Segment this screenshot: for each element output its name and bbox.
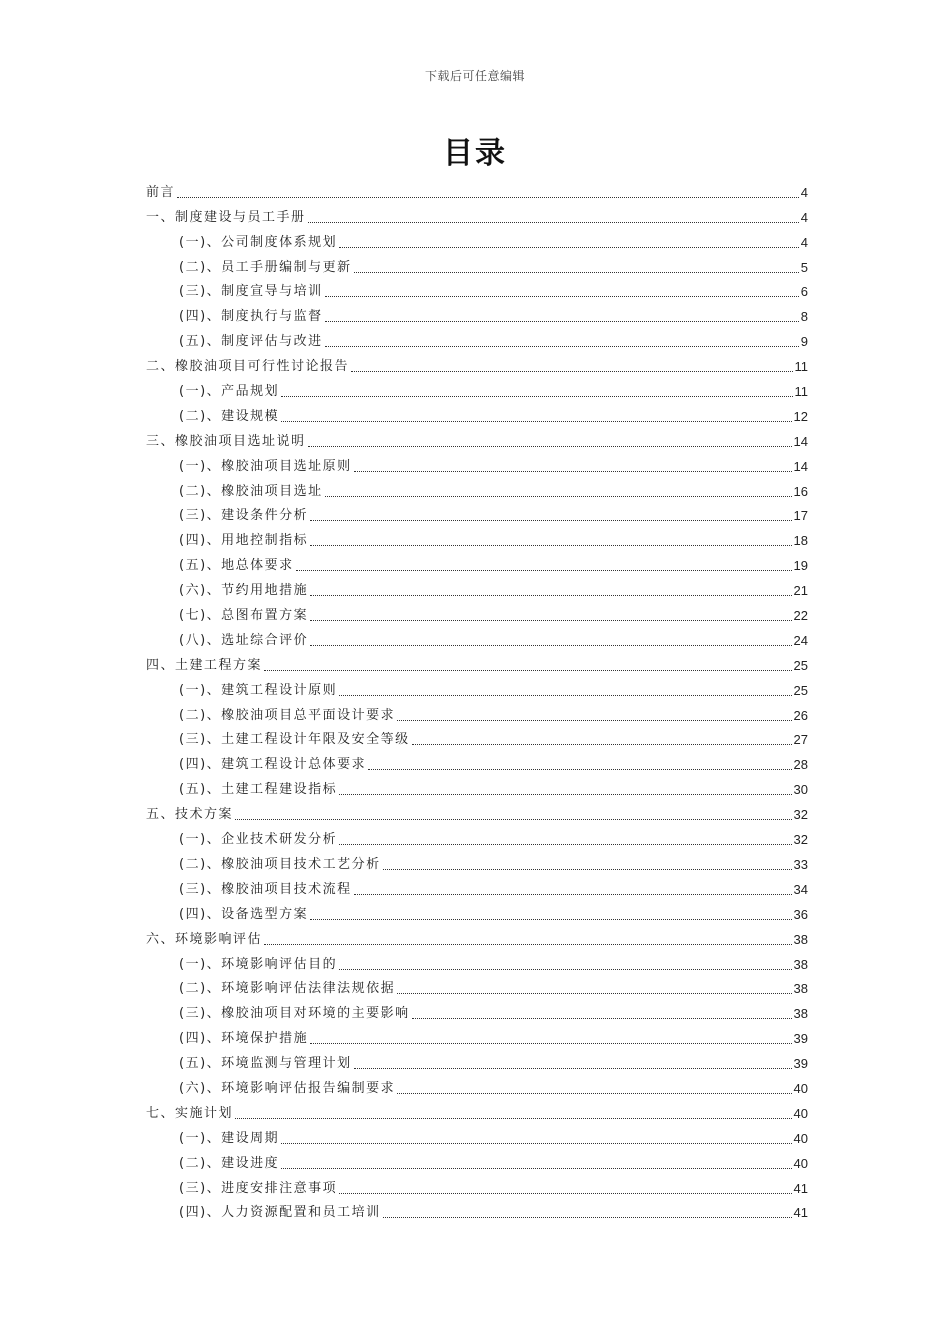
toc-entry[interactable] — [146, 351, 808, 376]
toc-entry-page-number: 5 — [800, 259, 808, 275]
toc-entry-page-number: 38 — [793, 956, 808, 972]
toc-entry[interactable] — [146, 550, 808, 575]
toc-entry-page-number: 19 — [793, 558, 808, 574]
toc-entry-page-number: 40 — [793, 1105, 808, 1121]
toc-entry-label: (一)、公司制度体系规划 — [179, 234, 338, 250]
toc-entry-page-number: 38 — [793, 981, 808, 997]
toc-entry[interactable] — [146, 1173, 808, 1198]
toc-entry[interactable] — [146, 625, 808, 650]
toc-entry-page-number: 4 — [800, 209, 808, 225]
toc-dot-leader — [281, 396, 792, 397]
toc-entry-page-number: 24 — [793, 632, 808, 648]
toc-entry[interactable] — [146, 998, 808, 1023]
toc-dot-leader — [310, 545, 791, 546]
toc-entry-page-number: 32 — [793, 807, 808, 823]
toc-entry[interactable] — [146, 749, 808, 774]
toc-entry-page-number: 34 — [793, 881, 808, 897]
toc-entry-label: 六、环境影响评估 — [146, 931, 263, 947]
toc-entry-page-number: 18 — [793, 533, 808, 549]
toc-dot-leader — [310, 620, 791, 621]
toc-entry[interactable] — [146, 376, 808, 401]
toc-entry-label: (四)、制度执行与监督 — [179, 309, 323, 325]
toc-entry-label: (二)、橡胶油项目选址 — [179, 483, 323, 499]
toc-title: 目录 — [443, 136, 507, 171]
toc-entry[interactable] — [146, 874, 808, 899]
toc-entry[interactable] — [146, 575, 808, 600]
toc-entry[interactable] — [146, 600, 808, 625]
toc-entry-page-number: 11 — [794, 384, 808, 400]
toc-entry[interactable] — [146, 401, 808, 426]
toc-entry-label: (二)、橡胶油项目技术工艺分析 — [179, 856, 381, 872]
toc-entry[interactable] — [146, 924, 808, 949]
toc-dot-leader — [354, 272, 799, 273]
toc-entry-label: (一)、环境影响评估目的 — [179, 956, 338, 972]
toc-entry-page-number: 40 — [793, 1155, 808, 1171]
toc-dot-leader — [296, 570, 792, 571]
toc-entry-label: 一、制度建设与员工手册 — [146, 209, 306, 225]
toc-entry[interactable] — [146, 525, 808, 550]
toc-dot-leader — [383, 869, 792, 870]
toc-entry-page-number: 39 — [793, 1031, 808, 1047]
toc-entry-page-number: 17 — [793, 508, 808, 524]
toc-dot-leader — [310, 520, 791, 521]
toc-dot-leader — [412, 744, 792, 745]
toc-entry-page-number: 21 — [793, 583, 808, 599]
toc-entry[interactable] — [146, 824, 808, 849]
toc-entry-label: (六)、节约用地措施 — [179, 583, 309, 599]
toc-entry-label: 七、实施计划 — [146, 1105, 234, 1121]
toc-entry-label: (四)、环境保护措施 — [179, 1031, 309, 1047]
toc-entry[interactable] — [146, 899, 808, 924]
toc-entry-page-number: 30 — [793, 782, 808, 798]
toc-entry[interactable] — [146, 1098, 808, 1123]
toc-entry[interactable] — [146, 301, 808, 326]
toc-entry-page-number: 27 — [793, 732, 808, 748]
toc-dot-leader — [264, 670, 792, 671]
toc-dot-leader — [383, 1217, 792, 1218]
toc-entry[interactable] — [146, 202, 808, 227]
toc-entry-page-number: 9 — [800, 334, 808, 350]
toc-entry[interactable] — [146, 501, 808, 526]
toc-dot-leader — [310, 595, 791, 596]
toc-entry-page-number: 26 — [793, 707, 808, 723]
toc-dot-leader — [339, 969, 791, 970]
toc-entry-label: (二)、建设规模 — [179, 408, 280, 424]
toc-dot-leader — [397, 1093, 791, 1094]
toc-dot-leader — [325, 346, 799, 347]
toc-entry-label: (七)、总图布置方案 — [179, 608, 309, 624]
toc-dot-leader — [310, 919, 791, 920]
toc-entry-page-number: 8 — [800, 309, 808, 325]
toc-entry[interactable] — [146, 974, 808, 999]
toc-dot-leader — [339, 844, 791, 845]
toc-entry-label: (三)、橡胶油项目对环境的主要影响 — [179, 1006, 410, 1022]
toc-dot-leader — [308, 222, 799, 223]
toc-dot-leader — [281, 1143, 791, 1144]
toc-dot-leader — [351, 371, 792, 372]
toc-entry-page-number: 14 — [793, 458, 808, 474]
toc-entry-label: 五、技术方案 — [146, 807, 234, 823]
page-header: 下载后可任意编辑 — [424, 69, 525, 83]
toc-entry-page-number: 11 — [794, 359, 808, 375]
toc-entry-page-number: 4 — [800, 234, 808, 250]
toc-entry-page-number: 16 — [793, 483, 808, 499]
toc-entry-label: (一)、企业技术研发分析 — [179, 832, 338, 848]
toc-entry[interactable] — [146, 799, 808, 824]
toc-dot-leader — [325, 496, 792, 497]
toc-entry-label: 二、橡胶油项目可行性讨论报告 — [146, 359, 350, 375]
toc-entry-label: (一)、建筑工程设计原则 — [179, 682, 338, 698]
toc-entry-label: (三)、建设条件分析 — [179, 508, 309, 524]
toc-entry-page-number: 36 — [793, 906, 808, 922]
toc-entry-label: (五)、环境监测与管理计划 — [179, 1056, 352, 1072]
toc-entry-page-number: 22 — [793, 608, 808, 624]
toc-entry-label: (五)、地总体要求 — [179, 558, 294, 574]
toc-entry-label: (三)、进度安排注意事项 — [179, 1180, 338, 1196]
toc-entry[interactable] — [146, 426, 808, 451]
toc-entry[interactable] — [146, 1023, 808, 1048]
toc-entry-label: (六)、环境影响评估报告编制要求 — [179, 1080, 396, 1096]
toc-dot-leader — [354, 894, 792, 895]
toc-entry-label: (四)、人力资源配置和员工培训 — [179, 1205, 381, 1221]
toc-entry[interactable] — [146, 277, 808, 302]
toc-entry-page-number: 6 — [800, 284, 808, 300]
toc-entry-label: (四)、设备选型方案 — [179, 906, 309, 922]
toc-entry-label: (三)、土建工程设计年限及安全等级 — [179, 732, 410, 748]
toc-entry-label: 四、土建工程方案 — [146, 657, 263, 673]
toc-entry[interactable] — [146, 1198, 808, 1223]
toc-dot-leader — [281, 421, 791, 422]
toc-entry-page-number: 32 — [793, 832, 808, 848]
toc-entry[interactable] — [146, 949, 808, 974]
toc-dot-leader — [325, 321, 799, 322]
toc-dot-leader — [412, 1018, 792, 1019]
toc-dot-leader — [177, 197, 799, 198]
toc-entry[interactable] — [146, 227, 808, 252]
toc-entry[interactable] — [146, 1048, 808, 1073]
toc-entry-label: (一)、产品规划 — [179, 384, 280, 400]
toc-entry[interactable] — [146, 1148, 808, 1173]
toc-entry-page-number: 39 — [793, 1056, 808, 1072]
toc-entry-label: (八)、选址综合评价 — [179, 632, 309, 648]
toc-entry-label: (二)、环境影响评估法律法规依据 — [179, 981, 396, 997]
toc-entry-page-number: 14 — [793, 433, 808, 449]
toc-entry-page-number: 25 — [793, 657, 808, 673]
toc-entry[interactable] — [146, 675, 808, 700]
toc-entry[interactable] — [146, 177, 808, 202]
toc-entry-page-number: 40 — [793, 1080, 808, 1096]
toc-entry-label: (五)、制度评估与改进 — [179, 334, 323, 350]
toc-entry-page-number: 41 — [793, 1205, 808, 1221]
toc-entry-page-number: 4 — [800, 184, 808, 200]
toc-entry-label: (二)、员工手册编制与更新 — [179, 259, 352, 275]
toc-entry-page-number: 33 — [793, 856, 808, 872]
toc-dot-leader — [264, 944, 792, 945]
toc-entry-page-number: 28 — [793, 757, 808, 773]
toc-entry-page-number: 40 — [793, 1130, 808, 1146]
toc-entry-page-number: 41 — [793, 1180, 808, 1196]
table-of-contents — [146, 177, 808, 1222]
toc-dot-leader — [397, 993, 791, 994]
toc-entry-label: (一)、橡胶油项目选址原则 — [179, 458, 352, 474]
toc-entry-label: (二)、橡胶油项目总平面设计要求 — [179, 707, 396, 723]
toc-entry[interactable] — [146, 476, 808, 501]
toc-entry-label: (二)、建设进度 — [179, 1155, 280, 1171]
toc-entry[interactable] — [146, 700, 808, 725]
toc-entry-label: (一)、建设周期 — [179, 1130, 280, 1146]
toc-entry-page-number: 25 — [793, 682, 808, 698]
toc-entry-label: 三、橡胶油项目选址说明 — [146, 433, 306, 449]
toc-entry-page-number: 38 — [793, 1006, 808, 1022]
toc-entry-label: 前言 — [146, 184, 176, 200]
toc-entry-label: (三)、橡胶油项目技术流程 — [179, 881, 352, 897]
toc-entry[interactable] — [146, 1073, 808, 1098]
toc-entry[interactable] — [146, 326, 808, 351]
toc-entry[interactable] — [146, 725, 808, 750]
toc-entry-label: (五)、土建工程建设指标 — [179, 782, 338, 798]
toc-dot-leader — [308, 446, 792, 447]
toc-dot-leader — [339, 794, 791, 795]
toc-entry-label: (四)、建筑工程设计总体要求 — [179, 757, 367, 773]
toc-dot-leader — [310, 1043, 791, 1044]
toc-entry[interactable] — [146, 774, 808, 799]
toc-dot-leader — [310, 645, 791, 646]
toc-dot-leader — [339, 1193, 791, 1194]
toc-entry-page-number: 12 — [793, 408, 808, 424]
toc-entry-label: (三)、制度宣导与培训 — [179, 284, 323, 300]
toc-dot-leader — [235, 1118, 792, 1119]
toc-dot-leader — [235, 819, 792, 820]
toc-entry[interactable] — [146, 650, 808, 675]
toc-dot-leader — [339, 247, 799, 248]
toc-dot-leader — [325, 296, 799, 297]
toc-entry[interactable] — [146, 849, 808, 874]
toc-dot-leader — [368, 769, 791, 770]
toc-dot-leader — [397, 720, 791, 721]
toc-entry-label: (四)、用地控制指标 — [179, 533, 309, 549]
toc-dot-leader — [354, 471, 792, 472]
toc-entry[interactable] — [146, 252, 808, 277]
toc-entry[interactable] — [146, 451, 808, 476]
toc-entry-page-number: 38 — [793, 931, 808, 947]
toc-dot-leader — [339, 695, 791, 696]
toc-dot-leader — [354, 1068, 792, 1069]
toc-dot-leader — [281, 1168, 791, 1169]
toc-entry[interactable] — [146, 1123, 808, 1148]
